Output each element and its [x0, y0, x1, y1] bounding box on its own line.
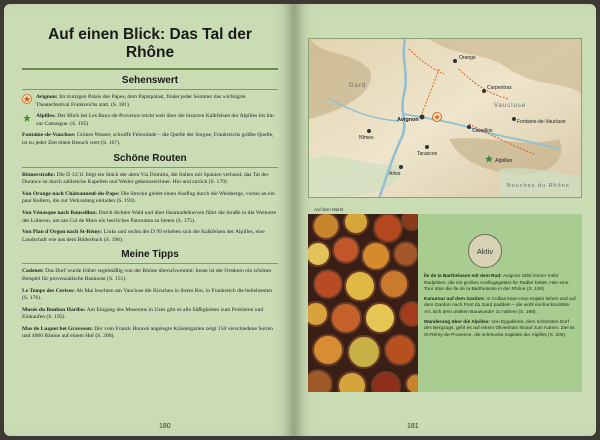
entry-haribo	[22, 307, 278, 322]
entry-name: Fontaine-de-Vaucluse:	[22, 132, 76, 139]
map-label-tarascon: Tarascon	[417, 151, 438, 157]
aktiv-item-text: Von Eygalières, dem schönsten Dorf des Bergzugs, geht es auf einem Olivenhain hinauf zum Kamm. Ziel ist St-Rémy-de-Provence, die schmucke Kapitale der Alpilles (S. 200).	[424, 319, 575, 338]
page-number: 180	[159, 423, 171, 430]
section-heading-routen: Schöne Routen	[22, 153, 278, 168]
entry-luquet	[22, 326, 278, 341]
entry-name: Römerstraße:	[22, 171, 56, 178]
map-label-avignon: Avignon	[397, 117, 419, 123]
page-title: Auf einen Blick: Das Tal der Rhône	[22, 26, 278, 70]
aktiv-item	[424, 297, 576, 317]
left-page	[4, 4, 294, 436]
map-label-nimes: Nîmes	[359, 135, 374, 141]
book-spread	[4, 4, 596, 436]
entry-text: Im trutzigen Palais des Papes, dem Papstpalast, findet jeder Sommer das wichtigste Theaterfestival Frankreichs statt. (S. 181)	[36, 94, 246, 108]
aktiv-item-text: In Collias kann man Kajaks leihen und auf dem Gardon nach Pont du Gard paddeln – die wohl eindrucksvollste Art, sich dem antiken Bauwunder zu nähern (S. 198).	[424, 296, 576, 315]
entry-text: Grünes Wasser, schroffe Felswände – die Quelle der Sorgue, Frankreichs größte Quelle, ist zu jeder Zeit einen Besuch wert (S. 167).	[22, 132, 274, 146]
map-label-orange: Orange	[459, 55, 476, 61]
entry-name: Von Vénasque nach Roussillon:	[22, 209, 98, 216]
photo-caption: Auf dem Markt	[314, 207, 344, 212]
photo-graphic	[308, 214, 418, 392]
entry-plan-orgon	[22, 229, 278, 244]
entry-text: Durch dichten Wald und über Haarnadelkurven führt die Straße in die Weinorte des Luberon, um am Col de Murs ein herrliches Panorama zu bieten (S. 175).	[22, 209, 277, 224]
entry-text: Der Blick bei Les Baux-de-Provence reicht weit über die bizarren Kalkfelsen der Alpilles bis hin zur Camargue. (S. 195)	[36, 113, 274, 127]
region-map	[308, 38, 582, 198]
map-label-carpentras: Carpentras	[487, 85, 512, 91]
entry-name: Alpilles:	[36, 113, 56, 120]
right-page	[294, 4, 596, 436]
map-label-cavaillon: Cavaillon	[472, 128, 493, 134]
aktiv-box	[418, 214, 582, 392]
aktiv-list	[424, 274, 576, 342]
aktiv-item-name: Kanutour auf dem Gardon:	[424, 296, 486, 302]
entry-name: Mas de Luquet bei Graveson:	[22, 325, 93, 332]
entry-roemerstrasse	[22, 172, 278, 187]
entry-text: Ab Mai leuchten am Vaucluse die Kirschen in ihrem Rot, in Frankreich die beliebtesten (S. 176).	[22, 287, 273, 302]
entry-orange	[22, 191, 278, 206]
star-icon	[22, 94, 32, 104]
entry-text: Das Dorf wurde früher regelmäßig von der Rhône überschwemmt; heute ist der Ortskern ein schönes Beispiel für provenzalische Baukunst (S. 151).	[22, 268, 272, 282]
entry-alpilles	[22, 113, 278, 128]
aktiv-item-name: Wanderung über die Alpilles:	[424, 319, 491, 325]
map-graphic	[309, 39, 582, 198]
aktiv-badge: Aktiv	[468, 234, 502, 268]
entry-cadenet	[22, 268, 278, 283]
entry-avignon	[22, 94, 278, 109]
entry-text: Links und rechts der D 99 erheben sich die Kalkfelsen der Alpilles, eine Landschaft wie aus dem Bilderbuch (S. 196).	[22, 229, 265, 243]
entry-name: Le Temps des Cerises:	[22, 287, 75, 294]
entry-venasque	[22, 210, 278, 225]
entry-name: Von Orange nach Châteauneuf-du-Pape:	[22, 190, 120, 197]
entry-text: Die Strecke gleitet einen Ausflug durch die Weinberge, vorbei an ein paar Kellern, die zur Verkostung einladen (S. 193).	[22, 190, 275, 205]
spice-bowls-photo	[308, 214, 418, 392]
entry-cerises	[22, 288, 278, 303]
map-label-bouches: Bouches du Rhône	[507, 183, 570, 189]
entry-name: Musée du Bonbon Haribo:	[22, 306, 86, 313]
entry-text: Der vom Franck Honoré angelegte Kräutergarten zeigt 150 verschiedene Sorten und 4000 Bäume auf einem Hof (S. 200).	[22, 325, 273, 340]
map-label-arles: Arles	[389, 171, 401, 177]
map-label-gard: Gard	[349, 83, 367, 89]
entry-name: Cadenet:	[22, 268, 44, 275]
entry-name: Avignon:	[36, 94, 58, 100]
aktiv-item-text: Avignon zählt immer mehr Radpisten, die ein großes Ausflugsgebiet für Radler bietet. Hier eine Tour über die Île de la Barthelasse in der Rhône (S. 190).	[424, 274, 569, 293]
section-heading-sehenswert: Sehenswert	[22, 75, 278, 90]
aktiv-item	[424, 274, 576, 294]
map-label-vaucluse: Vaucluse	[494, 103, 527, 109]
aktiv-item-name: Île de la Barthelasse mit dem Rad:	[424, 274, 502, 279]
map-label-alpilles: Alpilles	[495, 158, 513, 164]
entry-text: Am Eingang des Museums in Uzès gibt es alle Süßigkeiten zum Probieren und Einkaufen (S. 195).	[22, 306, 264, 321]
page-number: 181	[407, 423, 419, 430]
entry-text: Die D 12/11 folgt ein Stück der alten Via Domitia, die Italien mit Spanien verband; das Tal der Durance ist durch zahlreiche Kapellen und Weiler gekennzeichnet. Hin und zurück (S. 179)	[22, 171, 269, 186]
aktiv-item	[424, 320, 576, 340]
entry-name: Von Plan d'Orgon nach St-Rémy:	[22, 229, 103, 236]
section-heading-tipps: Meine Tipps	[22, 249, 278, 264]
leaf-icon	[22, 113, 32, 123]
map-label-fontaine: Fontaine-de-Vaucluse	[517, 119, 566, 125]
left-page-content	[22, 26, 278, 345]
entry-fontaine	[22, 132, 278, 147]
